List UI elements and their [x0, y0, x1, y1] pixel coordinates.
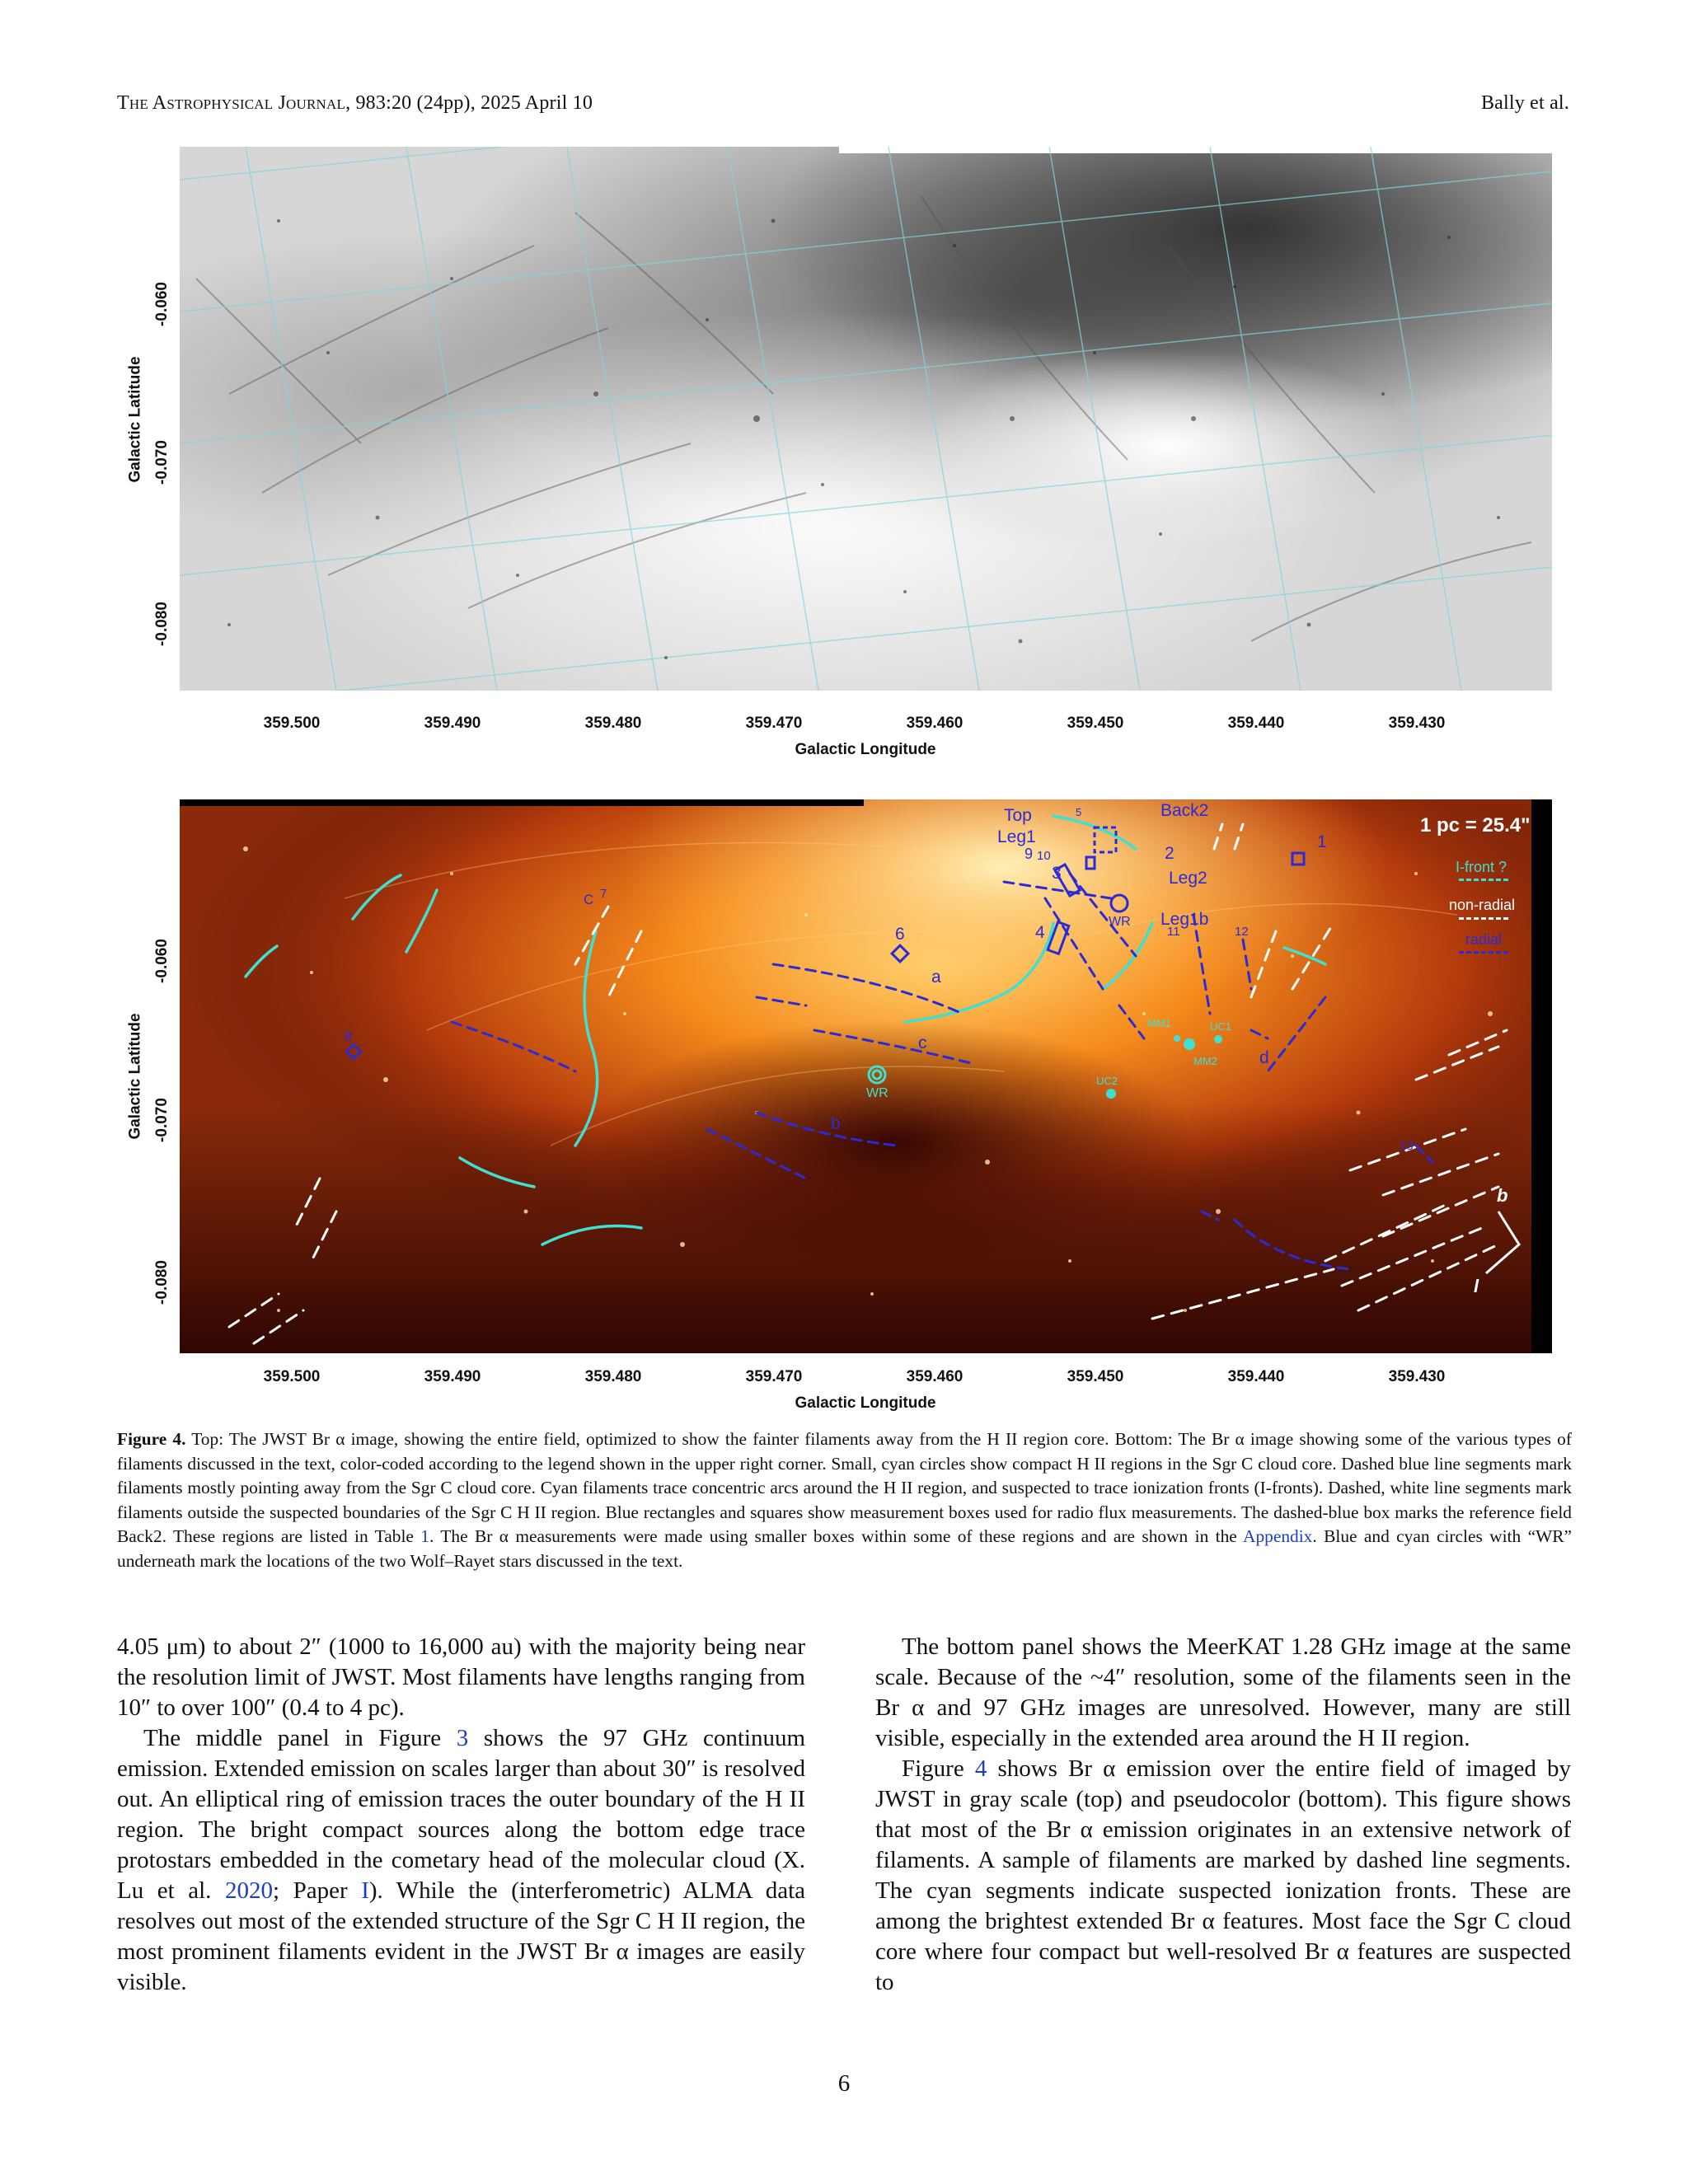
left-p2-text-c: ; Paper — [272, 1877, 362, 1904]
label-leg1b: Leg1b — [1160, 910, 1209, 929]
label-a: a — [931, 968, 941, 987]
table-1-link[interactable]: 1 — [420, 1526, 429, 1546]
label-d: d — [1259, 1048, 1269, 1067]
top-xtick-3: 359.480 — [584, 715, 642, 732]
pseudocolor-image-svg — [180, 799, 1552, 1353]
caption-text-3: . Blue and cyan circles with “WR” underneath mark the locations of the two Wolf–Rayet stars discussed in the text. — [117, 1526, 1573, 1571]
label-top: Top — [1004, 806, 1032, 825]
running-header-journal — [117, 92, 593, 115]
bot-xtick-6: 359.450 — [1067, 1368, 1124, 1385]
label-5: 5 — [1076, 806, 1082, 818]
figure-bottom-panel — [126, 799, 1552, 1418]
page-number: 6 — [837, 2070, 851, 2097]
legend-nonradial-line — [1459, 917, 1508, 920]
right-paragraph-1: The bottom panel shows the MeerKAT 1.28 GHz image at the same scale. Because of the ~4″ resolution, some of the filaments seen in the Br α and 97 GHz images are unresolved. However, many are still visible, especially in the extended area around the H II region. — [875, 1633, 1571, 1751]
top-xlabel: Galactic Longitude — [795, 741, 936, 758]
running-header-authors: Bally et al. — [1480, 92, 1569, 114]
bot-ytick-0060: -0.060 — [152, 939, 171, 983]
label-back2: Back2 — [1160, 801, 1209, 820]
legend-ifront: I-front ? — [1456, 859, 1507, 875]
left-p2-text-d: ). While the (interferometric) ALMA data resolves out most of the extended structure of the Sgr C H II region, the most prominent filaments evident in the JWST Br α images are easily visible. — [117, 1877, 805, 1995]
pseudocolor-image — [180, 799, 1552, 1353]
label-mm2: MM2 — [1193, 1055, 1217, 1067]
label-6: 6 — [895, 925, 905, 944]
left-p2-text-a: The middle panel in Figure — [143, 1725, 457, 1751]
bot-xlabel: Galactic Longitude — [795, 1394, 936, 1412]
top-xtick-5: 359.460 — [906, 715, 964, 732]
label-4: 4 — [1035, 923, 1045, 942]
label-leg1: Leg1 — [997, 827, 1036, 846]
label-mm1: MM1 — [1147, 1017, 1171, 1029]
legend-ifront-line — [1459, 879, 1508, 881]
grayscale-image — [180, 147, 1552, 691]
caption-text-2: . The Br α measurements were made using smaller boxes within some of these regions and are shown in the — [429, 1526, 1244, 1546]
legend-radial-line — [1459, 951, 1508, 954]
label-uc2: UC2 — [1096, 1075, 1118, 1087]
bot-ylabel: Galactic Latitude — [126, 1013, 144, 1140]
appendix-link[interactable]: Appendix — [1243, 1526, 1313, 1546]
journal-name: The Astrophysical Journal — [117, 92, 346, 114]
bot-xtick-3: 359.480 — [584, 1368, 642, 1385]
compass-b-label: b — [1497, 1185, 1508, 1206]
body-column-left — [117, 1632, 805, 1998]
scale-bar-label: 1 pc = 25.4" — [1420, 814, 1531, 837]
right-p2-text-a: Figure — [902, 1755, 975, 1782]
label-12: 12 — [1235, 925, 1249, 939]
bot-xtick-4: 359.470 — [745, 1368, 803, 1385]
top-ytick-0070: -0.070 — [152, 440, 171, 485]
label-wr-cyan: WR — [866, 1086, 889, 1100]
figure-3-link[interactable]: 3 — [456, 1725, 469, 1751]
label-uc1: UC1 — [1210, 1020, 1232, 1033]
bot-xtick-1: 359.500 — [263, 1368, 321, 1385]
journal-citation: , 983:20 (24pp), 2025 April 10 — [345, 92, 593, 114]
label-c-filament: c — [918, 1033, 927, 1052]
label-c: C — [584, 892, 594, 907]
top-xtick-2: 359.490 — [424, 715, 481, 732]
label-8: 8 — [345, 1029, 353, 1044]
label-11: 11 — [1167, 925, 1180, 939]
figure-4-link[interactable]: 4 — [974, 1755, 987, 1782]
label-wr-blue: WR — [1109, 915, 1131, 929]
top-xtick-6: 359.450 — [1067, 715, 1124, 732]
top-xtick-1: 359.500 — [263, 715, 321, 732]
lu-2020-link[interactable]: 2020 — [224, 1877, 273, 1904]
caption-label: Figure 4. — [117, 1429, 186, 1449]
left-p2-text-b: shows the 97 GHz continuum emission. Extended emission on scales larger than about 30″ is resolved out. An elliptical ring of emission traces the outer boundary of the H II region. The bright compact sources along the bottom edge trace protostars embedded in the cometary head of the molecular cloud (X. Lu et al. — [117, 1725, 806, 1904]
bot-xtick-7: 359.440 — [1227, 1368, 1285, 1385]
left-paragraph-2 — [117, 1723, 805, 1998]
label-9: 9 — [1025, 846, 1034, 862]
bot-xtick-2: 359.490 — [424, 1368, 481, 1385]
caption-text-1: Top: The JWST Br α image, showing the entire field, optimized to show the fainter filaments away from the H II region core. Bottom: The Br α image showing some of the various types of filaments discussed in the text, color-coded according to the legend shown in the upper right corner. Small, cyan circles show compact H II regions in the Sgr C cloud core. Dashed blue line segments mark filaments mostly pointing away from the Sgr C cloud core. Cyan filaments trace concentric arcs around the H II region, and suspected to trace ionization fronts (I-fronts). Dashed, white line segments mark filaments outside the suspected boundaries of the Sgr C H II region. Blue rectangles and squares show measurement boxes used for radio flux measurements. The dashed-blue box marks the reference field Back2. These regions are listed in Table — [117, 1429, 1573, 1546]
label-2: 2 — [1165, 844, 1175, 863]
left-paragraph-1: 4.05 μm) to about 2″ (1000 to 16,000 au) with the majority being near the resolution limit of JWST. Most filaments have lengths ranging from 10″ to over 100″ (0.4 to 4 pc). — [117, 1633, 805, 1721]
right-paragraph-2 — [875, 1754, 1571, 1998]
bot-xtick-8: 359.430 — [1388, 1368, 1446, 1385]
legend-nonradial: non-radial — [1449, 897, 1516, 913]
right-p2-text-b: shows Br α emission over the entire field of imaged by JWST in gray scale (top) and pseudocolor (bottom). This figure shows that most of the Br α emission originates in an extensive network of filaments. A sample of filaments are marked by dashed line segments. The cyan segments indicate suspected ionization fronts. These are among the brightest extended Br α features. Most face the Sgr C cloud core where four compact but well-resolved Br α features are suspected to — [875, 1755, 1571, 1995]
bot-ytick-0080: -0.080 — [152, 1260, 171, 1305]
legend-radial: radial — [1465, 931, 1503, 948]
label-7: 7 — [600, 887, 607, 901]
figure-caption — [117, 1427, 1572, 1573]
body-column-right — [875, 1632, 1571, 1998]
top-xtick-4: 359.470 — [745, 715, 803, 732]
bot-xtick-5: 359.460 — [906, 1368, 964, 1385]
top-ylabel: Galactic Latitude — [126, 356, 144, 483]
label-leg2: Leg2 — [1169, 869, 1207, 888]
top-ytick-0060: -0.060 — [152, 282, 171, 326]
top-xtick-7: 359.440 — [1227, 715, 1285, 732]
label-10: 10 — [1037, 849, 1051, 863]
top-ytick-0080: -0.080 — [152, 602, 171, 646]
paper-i-link[interactable]: I — [361, 1877, 369, 1904]
figure-top-panel — [126, 147, 1552, 758]
label-1: 1 — [1317, 832, 1327, 851]
grayscale-image-svg — [180, 147, 1552, 691]
top-xtick-8: 359.430 — [1388, 715, 1446, 732]
label-3: 3 — [1052, 864, 1062, 883]
label-b: b — [831, 1114, 841, 1133]
bot-ytick-0070: -0.070 — [152, 1098, 171, 1142]
label-13: 13 — [1400, 1139, 1414, 1153]
compass-l-label: l — [1474, 1276, 1479, 1296]
